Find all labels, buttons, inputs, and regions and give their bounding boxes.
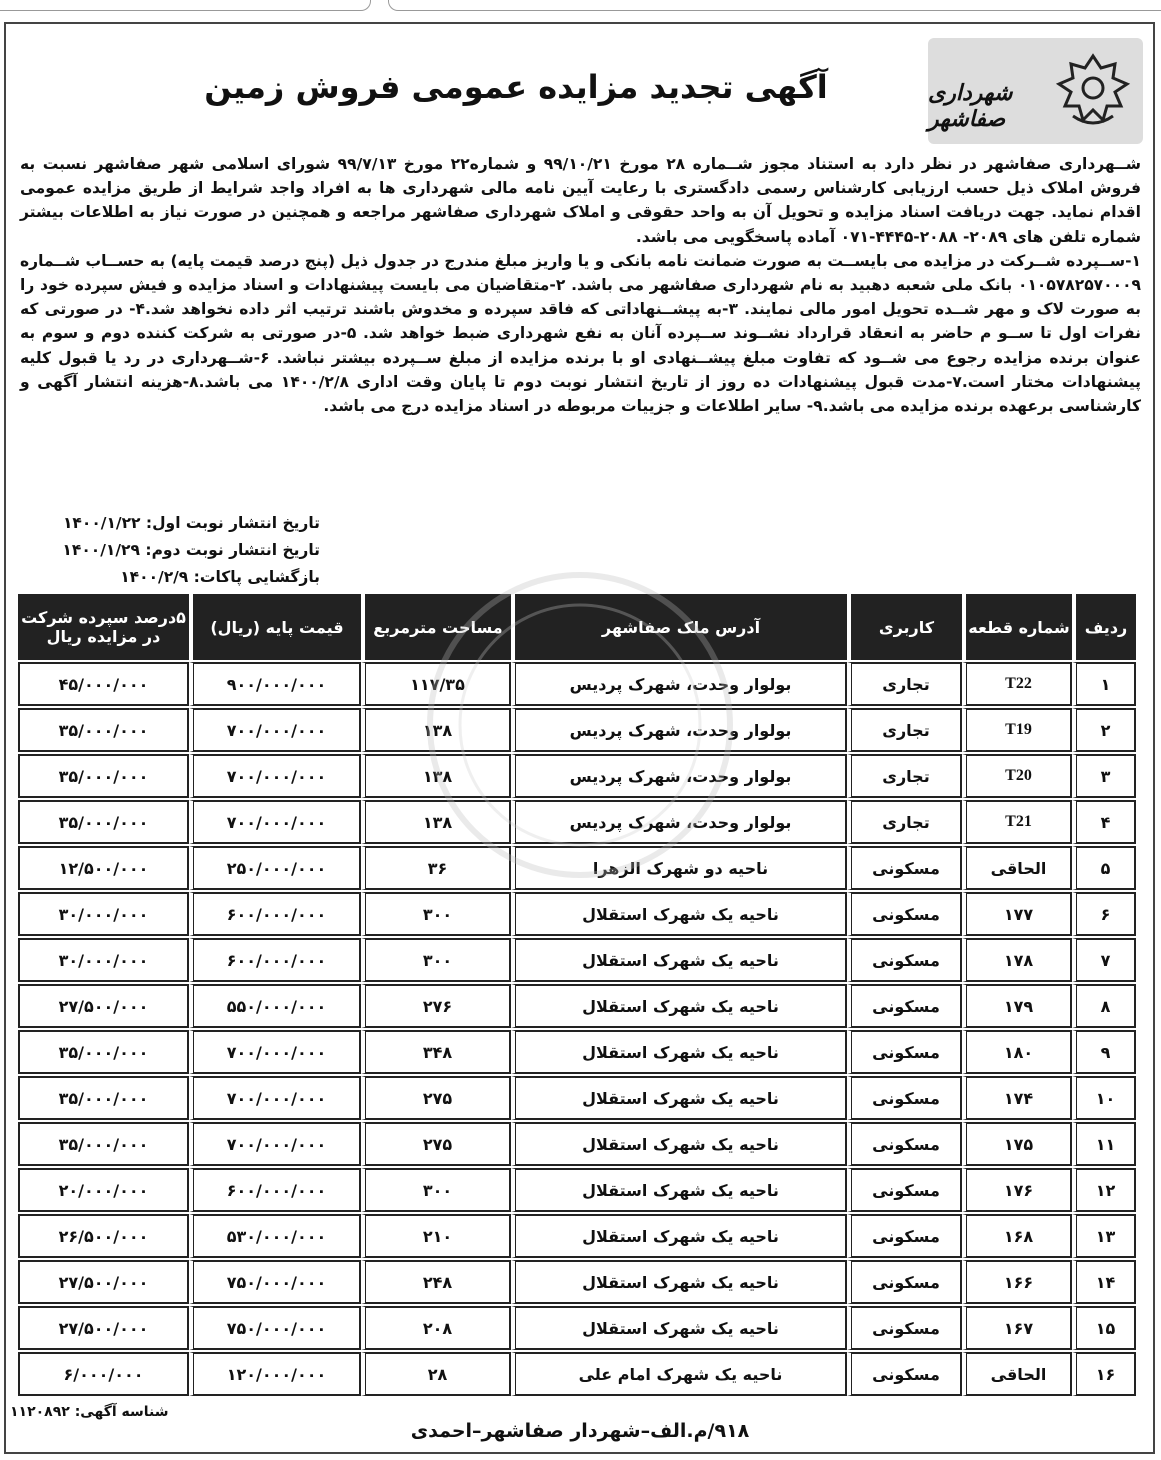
table-cell: ناحیه یک شهرک امام علی [511,1352,847,1396]
table-cell: ۵۳۰/۰۰۰/۰۰۰ [189,1214,361,1258]
table-cell: ۷۰۰/۰۰۰/۰۰۰ [189,1122,361,1166]
top-border-right [388,0,1161,11]
table-cell: مسکونی [847,1122,962,1166]
table-cell: بولوار وحدت، شهرک پردیس [511,754,847,798]
table-cell: ۲ [1072,708,1136,752]
table-cell: ۲۷/۵۰۰/۰۰۰ [18,1260,189,1304]
table-cell: الحاقی [962,846,1072,890]
table-cell: ۱۰ [1072,1076,1136,1120]
table-cell: مسکونی [847,1260,962,1304]
table-cell: ۹۰۰/۰۰۰/۰۰۰ [189,662,361,706]
table-row [18,1352,1136,1396]
table-cell: ۲۷۵ [361,1122,511,1166]
table-cell: ۲۸ [361,1352,511,1396]
table-cell: ۸ [1072,984,1136,1028]
table-cell: ناحیه یک شهرک استقلال [511,938,847,982]
table-cell: مسکونی [847,938,962,982]
table-cell: مسکونی [847,1168,962,1212]
table-cell: ۱۲۰/۰۰۰/۰۰۰ [189,1352,361,1396]
table-cell: ۱۷۹ [962,984,1072,1028]
table-cell: ۱۲ [1072,1168,1136,1212]
table-row [18,662,1136,706]
table-cell: ۱۶۷ [962,1306,1072,1350]
table-cell: ۱۵ [1072,1306,1136,1350]
table-cell: ناحیه یک شهرک استقلال [511,1260,847,1304]
table-row [18,1260,1136,1304]
table-cell: مسکونی [847,1214,962,1258]
body-paragraph-2: ۱-ســپرده شــرکت در مزایده می بایســت به صورت ضمانت نامه بانکی و یا واریز مبلغ مندرج در جدول ذیل (پنج درصد قیمت پایه) به حســاب شــماره ۰۱۰۵۷۸۲۵۷۰۰۰۹ بانک ملی شعبه دهبید به نام شهرداری صفاشهر می باشد. ۲-متقاضیان می بایست پیشنهادات و اسناد مزایده و فیش سپرده خود را به صورت لاک و مهر شــده تحویل امور مالی نمایند. ۳-به پیشــنهاداتی که فاقد سپرده و مخدوش باشند ترتیب اثر داده نخواهد شد.۴- در صورتی که نفرات اول تا ســو م حاضر به انعقاد قرارداد نشــوند ســپرده آنان به نفع شهرداری ضبط خواهد شد. ۵-در صورتی به شرکت کننده دوم و سوم به عنوان برنده مزایده رجوع می شــود که تفاوت مبلغ پیشــنهادی او با برنده مزایده از مبلغ ســپرده بیشتر نباشد. ۶-شــهرداری در رد یا قبول کلیه پیشنهادات مختار است.۷-مدت قبول پیشنهادات ده روز از تاریخ انتشار نوبت دوم تا پایان وقت اداری ۱۴۰۰/۲/۸ می باشد.۸-هزینه انتشار آگهی و کارشناسی برعهده برنده مزایده می باشد.۹- سایر اطلاعات و جزییات مربوطه در اسناد مزایده درج می باشد. [20,251,1142,416]
table-cell: ناحیه یک شهرک استقلال [511,1214,847,1258]
table-cell: ۵ [1072,846,1136,890]
table-cell: تجاری [847,662,962,706]
table-cell: ۳۵/۰۰۰/۰۰۰ [18,708,189,752]
table-cell: ۱ [1072,662,1136,706]
table-cell: ناحیه یک شهرک استقلال [511,1076,847,1120]
table-cell: مسکونی [847,846,962,890]
table-cell: ۳۵/۰۰۰/۰۰۰ [18,1030,189,1074]
table-cell: ۴ [1072,800,1136,844]
table-cell: ۳۵/۰۰۰/۰۰۰ [18,1076,189,1120]
table-row [18,1214,1136,1258]
table-cell: مسکونی [847,1030,962,1074]
table-header-cell: آدرس ملک صفاشهر [511,594,847,660]
table-cell: بولوار وحدت، شهرک پردیس [511,800,847,844]
table-cell: ۱۳۸ [361,754,511,798]
table-cell: ۶۰۰/۰۰۰/۰۰۰ [189,1168,361,1212]
table-cell: ۷۰۰/۰۰۰/۰۰۰ [189,800,361,844]
table-cell: ۱۶ [1072,1352,1136,1396]
table-cell: ۳ [1072,754,1136,798]
table-cell: ۲۴۸ [361,1260,511,1304]
table-cell: ۱۶۸ [962,1214,1072,1258]
table-cell: ۲۷۵ [361,1076,511,1120]
table-cell: ۱۳۸ [361,708,511,752]
table-cell: ۲۶/۵۰۰/۰۰۰ [18,1214,189,1258]
signature: ۹۱۸/م.الف–شهردار صفاشهر–احمدی [410,1420,750,1442]
table-cell: ۹ [1072,1030,1136,1074]
table-header-cell: ۵درصد سپرده شرکت در مزایده ریال [18,594,189,660]
table-cell: ۷۰۰/۰۰۰/۰۰۰ [189,754,361,798]
table-cell: بولوار وحدت، شهرک پردیس [511,708,847,752]
table-row [18,892,1136,936]
table-row [18,754,1136,798]
table-row [18,938,1136,982]
table-cell: ۶ [1072,892,1136,936]
table-cell: ۱۷۵ [962,1122,1072,1166]
table-cell: T20 [962,754,1072,798]
table-header-cell: ردیف [1072,594,1136,660]
top-border-left [0,0,371,11]
table-cell: T21 [962,800,1072,844]
table-cell: ناحیه یک شهرک استقلال [511,984,847,1028]
table-cell: الحاقی [962,1352,1072,1396]
municipality-logo-icon [1053,50,1133,130]
table-row [18,1306,1136,1350]
top-border [0,0,1161,14]
table-cell: ۱۷۸ [962,938,1072,982]
table-cell: مسکونی [847,1306,962,1350]
table-cell: ۷۵۰/۰۰۰/۰۰۰ [189,1306,361,1350]
table-header-cell: قیمت پایه (ریال) [189,594,361,660]
table-cell: ۷۵۰/۰۰۰/۰۰۰ [189,1260,361,1304]
table-cell: ناحیه یک شهرک استقلال [511,892,847,936]
table-cell: ۳۴۸ [361,1030,511,1074]
table-cell: ۷ [1072,938,1136,982]
table-cell: ۲۰/۰۰۰/۰۰۰ [18,1168,189,1212]
table-cell: ۳۰۰ [361,892,511,936]
table-cell: ۴۵/۰۰۰/۰۰۰ [18,662,189,706]
table-cell: ۳۰/۰۰۰/۰۰۰ [18,892,189,936]
table-row [18,1122,1136,1166]
table-cell: ۳۰۰ [361,1168,511,1212]
table-cell: ۱۱۷/۳۵ [361,662,511,706]
table-cell: ۳۵/۰۰۰/۰۰۰ [18,754,189,798]
table-cell: ۱۳ [1072,1214,1136,1258]
table-cell: ۶۰۰/۰۰۰/۰۰۰ [189,938,361,982]
table-cell: ناحیه دو شهرک الزهرا [511,846,847,890]
table-cell: ۲۷/۵۰۰/۰۰۰ [18,1306,189,1350]
table-cell: ۱۲/۵۰۰/۰۰۰ [18,846,189,890]
table-header-cell: کاربری [847,594,962,660]
dates-block [20,510,320,591]
table-cell: ۳۵/۰۰۰/۰۰۰ [18,800,189,844]
table-header-cell: شماره قطعه [962,594,1072,660]
table-row [18,1030,1136,1074]
table-header-cell: مساحت مترمربع [361,594,511,660]
table-cell: تجاری [847,800,962,844]
table-cell: مسکونی [847,892,962,936]
table-row [18,1168,1136,1212]
table-cell: ۶/۰۰۰/۰۰۰ [18,1352,189,1396]
table-cell: ۷۰۰/۰۰۰/۰۰۰ [189,1076,361,1120]
first-publish-date: تاریخ انتشار نوبت اول: ۱۴۰۰/۱/۲۲ [62,514,320,532]
table-cell: ۱۷۷ [962,892,1072,936]
table-cell: تجاری [847,754,962,798]
table-cell: ۱۷۶ [962,1168,1072,1212]
table-cell: ۲۷۶ [361,984,511,1028]
table-cell: ناحیه یک شهرک استقلال [511,1168,847,1212]
table-cell: تجاری [847,708,962,752]
table-cell: ۳۵/۰۰۰/۰۰۰ [18,1122,189,1166]
second-publish-date: تاریخ انتشار نوبت دوم: ۱۴۰۰/۱/۲۹ [62,541,320,559]
table-cell: ۱۶۶ [962,1260,1072,1304]
table-cell: ۲۵۰/۰۰۰/۰۰۰ [189,846,361,890]
table-cell: ۱۴ [1072,1260,1136,1304]
table-cell: مسکونی [847,1352,962,1396]
table-cell: ناحیه یک شهرک استقلال [511,1306,847,1350]
auction-table [18,592,1136,1398]
table-cell: ۷۰۰/۰۰۰/۰۰۰ [189,1030,361,1074]
table-header-row [18,594,1136,660]
table-cell: T22 [962,662,1072,706]
table-cell: ناحیه یک شهرک استقلال [511,1030,847,1074]
table-cell: مسکونی [847,984,962,1028]
table-cell: ۱۱ [1072,1122,1136,1166]
body-paragraph-1: شــهرداری صفاشهر در نظر دارد به استناد مجوز شــماره ۲۸ مورخ ۹۹/۱۰/۲۱ و شماره۲۲ مورخ ۹۹/۷/۱۳ شورای اسلامی شهر صفاشهر نسبت به فروش املاک ذیل حسب ارزیابی کارشناس رسمی دادگستری با رعایت آیین نامه مالی شهرداری ها به افراد واجد شرایط از طریق مزایده عمومی اقدام نماید. جهت دریافت اسناد مزایده و تحویل آن به واحد حقوقی و املاک شهرداری صفاشهر مراجعه و همچنین در صورت نیاز به اطلاعات بیشتر شماره تلفن های ۲۰۸۹- ۲۰۸۸-۴۴۴۵-۰۷۱ آماده پاسخگویی می باشد. [20,155,1142,246]
table-row [18,708,1136,752]
table-cell: بولوار وحدت، شهرک پردیس [511,662,847,706]
table-cell: ۷۰۰/۰۰۰/۰۰۰ [189,708,361,752]
table-row [18,800,1136,844]
table-cell: ۲۱۰ [361,1214,511,1258]
table-cell: ۲۷/۵۰۰/۰۰۰ [18,984,189,1028]
table-cell: ۳۰۰ [361,938,511,982]
table-cell: ناحیه یک شهرک استقلال [511,1122,847,1166]
table-cell: ۲۰۸ [361,1306,511,1350]
table-cell: ۱۷۴ [962,1076,1072,1120]
table-cell: ۳۰/۰۰۰/۰۰۰ [18,938,189,982]
table-cell: T19 [962,708,1072,752]
ad-id: شناسه آگهی: ۱۱۲۰۸۹۲ [10,1404,169,1420]
logo-text: شهرداری صفاشهر [928,80,1013,132]
table-cell: مسکونی [847,1076,962,1120]
table-cell: ۱۳۸ [361,800,511,844]
ad-body [20,152,1141,418]
table-cell: ۵۵۰/۰۰۰/۰۰۰ [189,984,361,1028]
table-body [18,662,1136,1396]
page-title: آگهی تجدید مزایده عمومی فروش زمین [204,68,828,106]
logo-box [928,38,1143,144]
opening-date: بازگشایی پاکات: ۱۴۰۰/۲/۹ [120,568,320,586]
table-row [18,846,1136,890]
table-cell: ۳۶ [361,846,511,890]
table-cell: ۱۸۰ [962,1030,1072,1074]
table-row [18,984,1136,1028]
table-row [18,1076,1136,1120]
table-cell: ۶۰۰/۰۰۰/۰۰۰ [189,892,361,936]
